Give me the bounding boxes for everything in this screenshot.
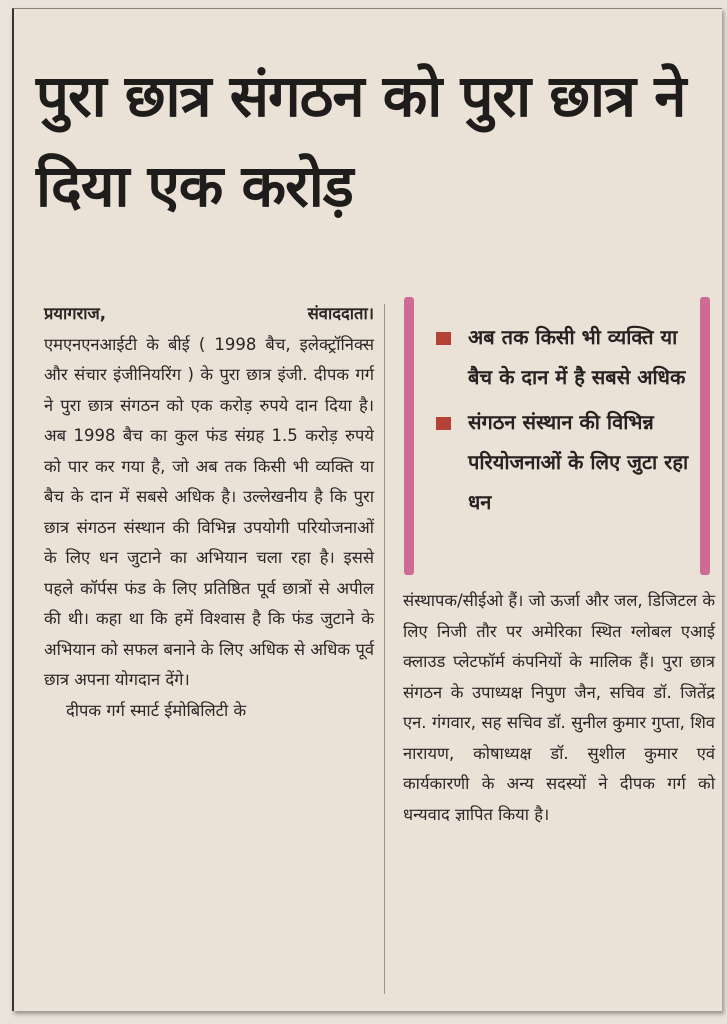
newspaper-clipping	[12, 8, 722, 1011]
highlight-box	[404, 297, 710, 575]
highlight-item	[434, 317, 689, 397]
square-bullet-icon	[436, 332, 451, 345]
highlight-item	[434, 402, 689, 522]
highlight-list	[434, 317, 689, 527]
dateline	[44, 299, 374, 330]
dateline-place: प्रयागराज,	[44, 304, 107, 323]
article-paragraph: एमएनएनआईटी के बीई ( 1998 बैच, इलेक्ट्रॉनिक्स और संचार इंजीनियरिंग ) के पुरा छात्र इंजी. दीपक गर्ग ने पुरा छात्र संगठन को एक करोड़ रुपये दान दिया है। अब 1998 बैच का कुल फंड संग्रह 1.5 करोड़ रुपये को पार कर गया है, जो अब तक किसी भी व्यक्ति या बैच के दान में सबसे अधिक है। उल्लेखनीय है कि पुरा छात्र संगठन संस्थान की विभिन्न उपयोगी परियोजनाओं के लिए धन जुटाने का अभियान चला रहा है। इससे पहले कॉर्पस फंड के लिए प्रतिष्ठित पूर्व छात्रों से अपील की थी। कहा था कि हमें विश्वास है कि फंड जुटाने के अभियान को सफल बनाने के लिए अधिक से अधिक पूर्व छात्र अपना योगदान देंगे।	[44, 334, 374, 689]
article-column-left	[44, 299, 374, 726]
highlight-text: अब तक किसी भी व्यक्ति या बैच के दान में है सबसे अधिक	[468, 325, 686, 389]
article-paragraph: दीपक गर्ग स्मार्ट ईमोबिलिटी के	[66, 700, 247, 720]
square-bullet-icon	[436, 417, 451, 430]
article-column-right	[403, 586, 715, 830]
highlight-text: संगठन संस्थान की विभिन्न परियोजनाओं के लिए जुटा रहा धन	[468, 410, 689, 514]
column-divider	[384, 304, 385, 994]
highlight-bar-right	[700, 297, 710, 575]
highlight-bar-left	[404, 297, 414, 575]
headline: पुरा छात्र संगठन को पुरा छात्र ने दिया एक करोड़	[36, 62, 686, 220]
dateline-source: संवाददाता।	[307, 304, 374, 323]
article-paragraph: संस्थापक/सीईओ हैं। जो ऊर्जा और जल, डिजिटल के लिए निजी तौर पर अमेरिका स्थित ग्लोबल एआई क्लाउड प्लेटफॉर्म कंपनियों के मालिक हैं। पुरा छात्र संगठन के उपाध्यक्ष निपुण जैन, सचिव डॉ. जितेंद्र एन. गंगवार, सह सचिव डॉ. सुनील कुमार गुप्ता, शिव नारायण, कोषाध्यक्ष डॉ. सुशील कुमार एवं कार्यकारणी के अन्य सदस्यों ने दीपक गर्ग को धन्यवाद ज्ञापित किया है।	[403, 591, 715, 824]
